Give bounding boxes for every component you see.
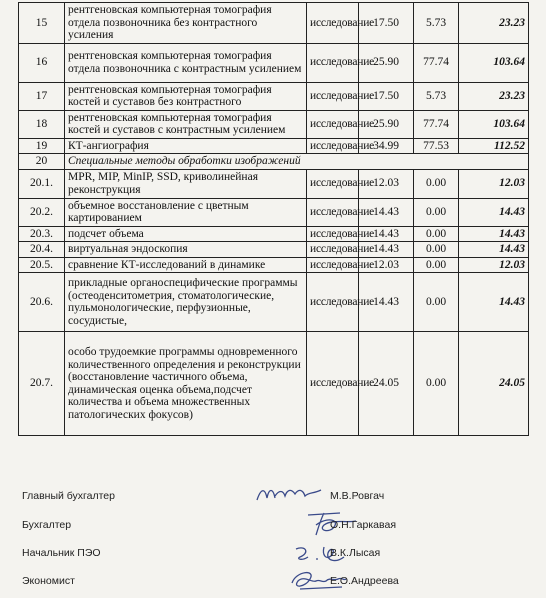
row-number: 20.1. [19,169,65,198]
cost-value-1: 12.03 [359,257,414,273]
row-number: 20.6. [19,273,65,332]
service-name: прикладные органоспецифические программы (остеоденситометрия, стоматологические, пульмонологические, перфузионные, сосудистые, [65,273,307,332]
table-row [19,332,529,436]
total-price: 14.43 [459,198,529,226]
service-name: рентгеновская компьютерная томография отдела позвоночника без контрастного усиления [65,3,307,44]
signatory-role: Бухгалтер [22,519,72,531]
cost-value-1: 14.43 [359,273,414,332]
cost-value-1: 24.05 [359,332,414,436]
signatory-name: М.В.Ровгач [330,490,385,502]
total-price: 14.43 [459,226,529,242]
service-name: рентгеновская компьютерная томография отдела позвоночника с контрастным усилением [65,43,307,82]
cost-value-2: 77.74 [414,110,459,138]
section-row [19,154,529,170]
row-number: 20 [19,154,65,170]
unit-of-measure: исследование [307,332,359,436]
total-price: 12.03 [459,169,529,198]
cost-value-2: 0.00 [414,273,459,332]
cost-value-2: 0.00 [414,226,459,242]
service-name: особо трудоемкие программы одновременного количественного определения и реконструкции (восстановление частичного объема, динамическая оценка объема,подсчет количества и объема множественных патологических фокусов) [65,332,307,436]
cost-value-2: 77.53 [414,138,459,154]
signatory-role: Экономист [22,575,75,587]
signatory-name: О.Н.Гаркавая [330,519,397,531]
table-row [19,273,529,332]
cost-value-2: 0.00 [414,257,459,273]
section-title: Специальные методы обработки изображений [65,154,529,170]
total-price: 12.03 [459,257,529,273]
unit-of-measure: исследование [307,138,359,154]
cost-value-1: 14.43 [359,226,414,242]
signature-row [0,575,546,595]
unit-of-measure: исследование [307,169,359,198]
cost-value-2: 5.73 [414,82,459,110]
table-row [19,198,529,226]
service-name: КТ-ангиография [65,138,307,154]
row-number: 18 [19,110,65,138]
total-price: 103.64 [459,110,529,138]
unit-of-measure: исследование [307,3,359,44]
service-name: подсчет объема [65,226,307,242]
cost-value-2: 5.73 [414,3,459,44]
total-price: 112.52 [459,138,529,154]
signatory-name: Е.О.Андреева [330,575,399,587]
cost-value-1: 14.43 [359,242,414,258]
row-number: 17 [19,82,65,110]
row-number: 20.2. [19,198,65,226]
total-price: 14.43 [459,242,529,258]
service-name: виртуальная эндоскопия [65,242,307,258]
row-number: 15 [19,3,65,44]
total-price: 24.05 [459,332,529,436]
cost-value-1: 25.90 [359,43,414,82]
unit-of-measure: исследование [307,257,359,273]
service-name: рентгеновская компьютерная томография костей и суставов без контрастного [65,82,307,110]
row-number: 19 [19,138,65,154]
table-row [19,43,529,82]
table-row [19,242,529,258]
cost-value-1: 17.50 [359,82,414,110]
cost-value-2: 77.74 [414,43,459,82]
cost-value-1: 12.03 [359,169,414,198]
total-price: 14.43 [459,273,529,332]
signatory-name: В.К.Лысая [330,547,381,559]
service-name: рентгеновская компьютерная томография костей и суставов с контрастным усилением [65,110,307,138]
table-row [19,226,529,242]
row-number: 20.5. [19,257,65,273]
table-row [19,138,529,154]
cost-value-2: 0.00 [414,198,459,226]
unit-of-measure: исследование [307,110,359,138]
signature-row [0,547,546,567]
handwritten-signature [255,484,325,511]
row-number: 20.4. [19,242,65,258]
table-row [19,257,529,273]
signatory-role: Начальник ПЭО [22,547,101,559]
signatory-role: Главный бухгалтер [22,490,115,502]
cost-value-1: 14.43 [359,198,414,226]
cost-value-1: 25.90 [359,110,414,138]
service-name: сравнение КТ-исследований в динамике [65,257,307,273]
price-table-body [19,3,529,436]
total-price: 103.64 [459,43,529,82]
cost-value-2: 0.00 [414,169,459,198]
unit-of-measure: исследование [307,198,359,226]
row-number: 20.3. [19,226,65,242]
unit-of-measure: исследование [307,82,359,110]
cost-value-1: 34.99 [359,138,414,154]
unit-of-measure: исследование [307,242,359,258]
cost-value-1: 17.50 [359,3,414,44]
service-name: объемное восстановление с цветным картированием [65,198,307,226]
signature-row [0,490,546,510]
price-table [18,2,529,436]
row-number: 20.7. [19,332,65,436]
cost-value-2: 0.00 [414,332,459,436]
unit-of-measure: исследование [307,226,359,242]
row-number: 16 [19,43,65,82]
unit-of-measure: исследование [307,43,359,82]
service-name: MPR, MIP, MinIP, SSD, криволинейная реконструкция [65,169,307,198]
total-price: 23.23 [459,82,529,110]
table-row [19,110,529,138]
total-price: 23.23 [459,3,529,44]
table-row [19,169,529,198]
cost-value-2: 0.00 [414,242,459,258]
table-row [19,3,529,44]
signature-row [0,519,546,539]
table-row [19,82,529,110]
unit-of-measure: исследование [307,273,359,332]
